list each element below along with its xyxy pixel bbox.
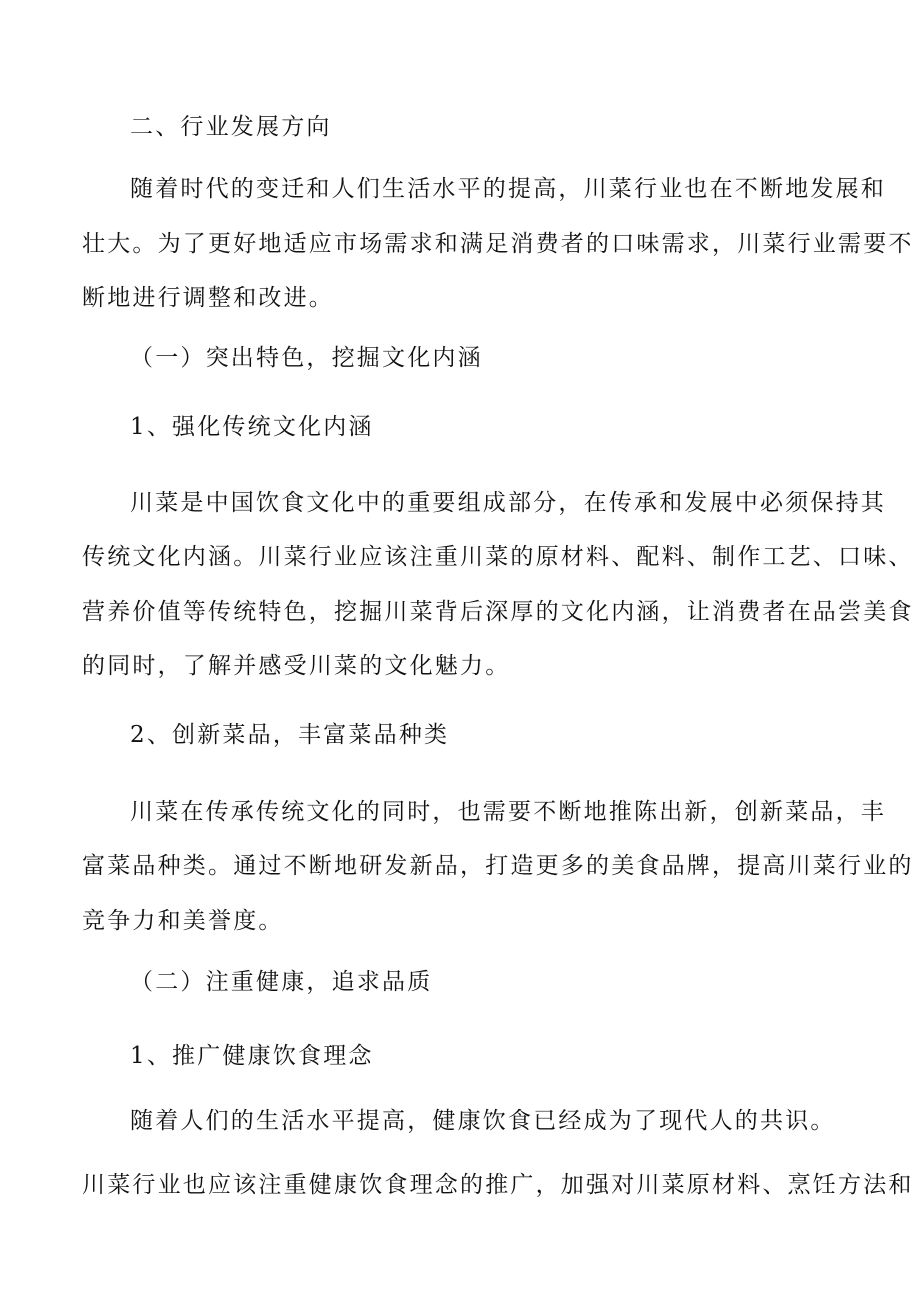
paragraph-line: 壮大。为了更好地适应市场需求和满足消费者的口味需求，川菜行业需要不: [82, 231, 914, 257]
paragraph-line: 竞争力和美誉度。: [82, 908, 284, 934]
item-title: 1、推广健康饮食理念: [130, 1043, 374, 1069]
subsection-title: （二）注重健康，追求品质: [130, 969, 433, 995]
section-title: 二、行业发展方向: [130, 114, 332, 140]
item-title: 1、强化传统文化内涵: [130, 414, 374, 440]
paragraph-line: 的同时，了解并感受川菜的文化魅力。: [82, 653, 511, 679]
paragraph-line: 传统文化内涵。川菜行业应该注重川菜的原材料、配料、制作工艺、口味、: [82, 544, 914, 570]
paragraph-line: 断地进行调整和改进。: [82, 285, 334, 311]
paragraph-line: 营养价值等传统特色，挖掘川菜背后深厚的文化内涵，让消费者在品尝美食: [82, 599, 914, 625]
paragraph-line: 川菜在传承传统文化的同时，也需要不断地推陈出新，创新菜品，丰: [130, 799, 886, 825]
paragraph-line: 川菜是中国饮食文化中的重要组成部分，在传承和发展中必须保持其: [130, 490, 886, 516]
item-title: 2、创新菜品，丰富菜品种类: [130, 722, 450, 748]
paragraph-line: 川菜行业也应该注重健康饮食理念的推广，加强对川菜原材料、烹饪方法和: [82, 1172, 914, 1198]
subsection-title: （一）突出特色，挖掘文化内涵: [130, 345, 483, 371]
paragraph-line: 随着人们的生活水平提高，健康饮食已经成为了现代人的共识。: [130, 1108, 836, 1134]
paragraph-line: 富菜品种类。通过不断地研发新品，打造更多的美食品牌，提高川菜行业的: [82, 853, 914, 879]
paragraph-line: 随着时代的变迁和人们生活水平的提高，川菜行业也在不断地发展和: [130, 176, 886, 202]
